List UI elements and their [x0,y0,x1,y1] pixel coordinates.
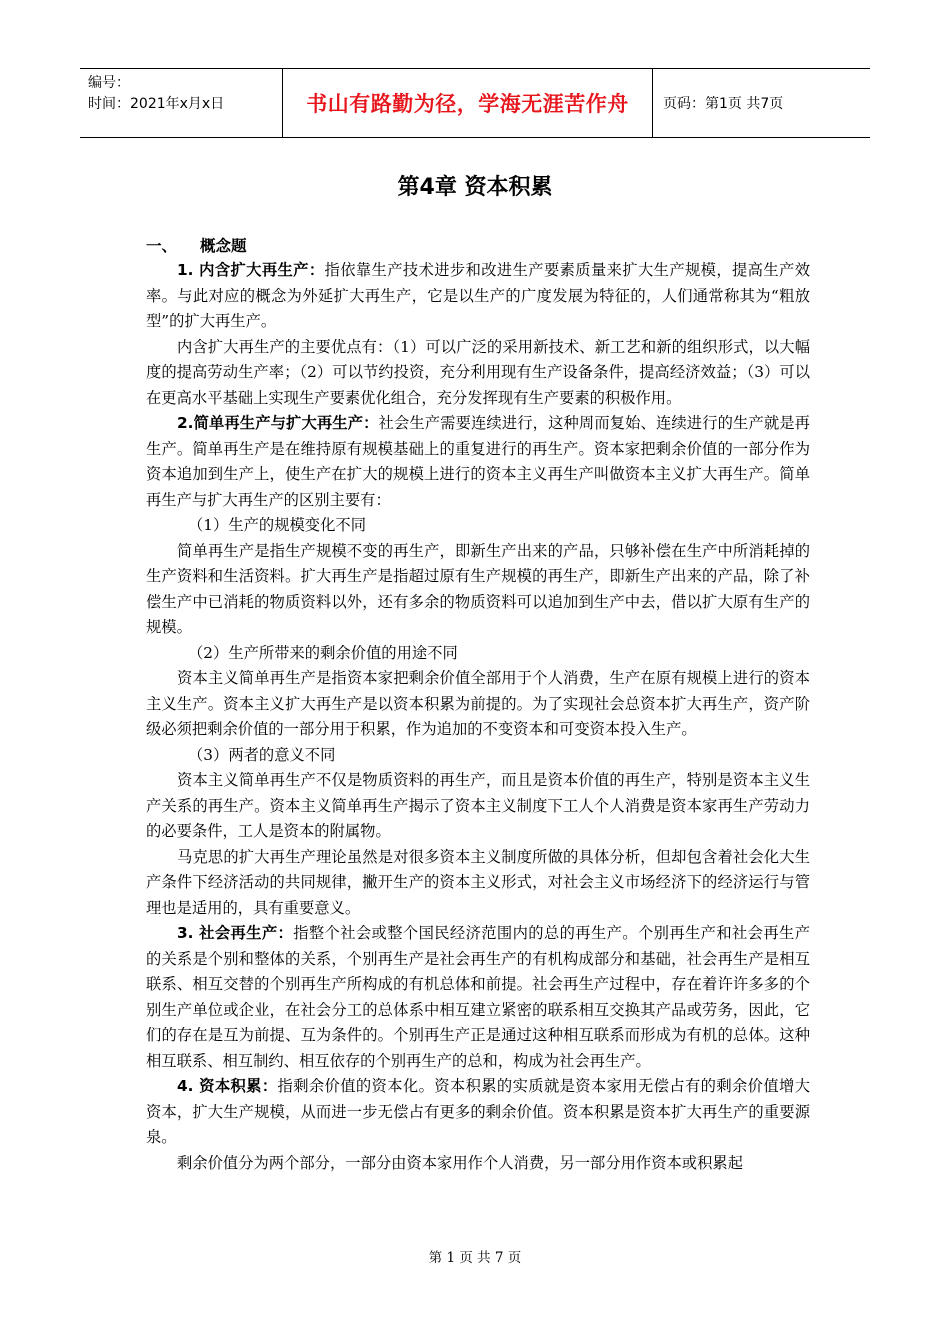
item-2-sub2-heading: （2）生产所带来的剩余价值的用途不同 [188,643,458,662]
section-label: 概念题 [200,237,247,255]
section-heading [146,234,247,256]
item-2-term: 2.简单再生产与扩大再生产： [177,414,379,432]
section-number: 一、 [146,237,178,255]
item-2-sub2-text: 资本主义简单再生产是指资本家把剩余价值全部用于个人消费，生产在原有规模上进行的资本主义生产。资本主义扩大再生产是以资本积累为前提的。为了实现社会总资本扩大再生产，资产阶级必须把剩余价值的一部分用于积累，作为追加的不变资本和可变资本投入生产。 [146,669,810,738]
item-3-paragraph [146,921,810,1074]
header-motto-cell [282,69,653,137]
item-2-sub1-heading: （1）生产的规模变化不同 [188,516,366,534]
item-4-paragraph [146,1074,810,1151]
page-header [80,68,870,138]
chapter-title: 第4章 资本积累 [397,175,553,200]
item-2-sub3-heading: （3）两者的意义不同 [188,745,336,764]
item-4-term: 4. 资本积累： [177,1077,278,1095]
serial-label: 编号： [88,75,130,91]
item-1-term: 1. 内含扩大再生产： [177,261,325,279]
header-motto: 书山有路勤为径，学海无涯苦作舟 [306,92,629,116]
item-4-continuation: 剩余价值分为两个部分，一部分由资本家用作个人消费，另一部分用作资本或积累起 [177,1153,743,1172]
item-2-text: 社会生产需要连续进行，这种周而复始、连续进行的生产就是再生产。简单再生产是在维持原有规模基础上的重复进行的再生产。资本家把剩余价值的一部分作为资本追加到生产上，使生产在扩大的规模上进行的资本主义再生产叫做资本主义扩大再生产。简单再生产与扩大再生产的区别主要有： [146,414,810,509]
item-3-text: 指整个社会或整个国民经济范围内的总的再生产。个别再生产和社会再生产的关系是个别和整体的关系，个别再生产是社会再生产的有机构成部分和基础，社会再生产是相互联系、相互交替的个别再生产所构成的有机总体和前提。社会再生产过程中，存在着许许多多的个别生产单位或企业，在社会分工的总体系中相互建立紧密的联系相互交换其产品或劳务，因此，它们的存在是互为前提、互为条件的。个别再生产正是通过这种相互联系而形成为有机的总体。这种相互联系、相互制约、相互依存的个别再生产的总和，构成为社会再生产。 [146,924,810,1070]
item-2-sub1-text: 简单再生产是指生产规模不变的再生产，即新生产出来的产品，只够补偿在生产中所消耗掉的生产资料和生活资料。扩大再生产是指超过原有生产规模的再生产，即新生产出来的产品，除了补偿生产中已消耗的物质资料以外，还有多余的物质资料可以追加到生产中去，借以扩大原有生产的规模。 [146,541,810,636]
item-2-sub3-text-b: 马克思的扩大再生产理论虽然是对很多资本主义制度所做的具体分析，但却包含着社会化大生产条件下经济活动的共同规律，撇开生产的资本主义形式，对社会主义市场经济下的经济运行与管理也是适用的，具有重要意义。 [146,847,810,917]
item-1-paragraph [146,258,810,335]
item-2-paragraph [146,411,810,513]
item-1-advantages: 内含扩大再生产的主要优点有：（1）可以广泛的采用新技术、新工艺和新的组织形式，以大幅度的提高劳动生产率；（2）可以节约投资，充分利用现有生产设备条件，提高经济效益；（3）可以在更高水平基础上实现生产要素优化组合，充分发挥现有生产要素的积极作用。 [146,337,810,407]
item-1-text: 指依靠生产技术进步和改进生产要素质量来扩大生产规模，提高生产效率。与此对应的概念为外延扩大再生产，它是以生产的广度发展为特征的，人们通常称其为“粗放型”的扩大再生产。 [146,261,810,330]
item-4-text: 指剩余价值的资本化。资本积累的实质就是资本家用无偿占有的剩余价值增大资本，扩大生产规模，从而进一步无偿占有更多的剩余价值。资本积累是资本扩大再生产的重要源泉。 [146,1077,810,1146]
document-body [146,258,810,1176]
item-3-term: 3. 社会再生产： [177,924,294,942]
page-footer: 第 1 页 共 7 页 [428,1250,522,1266]
header-page-info: 页码：第1页 共7页 [663,96,784,112]
header-meta [80,69,282,137]
date-label: 时间：2021年x月x日 [88,96,225,112]
item-2-sub3-text-a: 资本主义简单再生产不仅是物质资料的再生产，而且是资本价值的再生产，特别是资本主义生产关系的再生产。资本主义简单再生产揭示了资本主义制度下工人个人消费是资本家再生产劳动力的必要条件，工人是资本的附属物。 [146,771,810,840]
